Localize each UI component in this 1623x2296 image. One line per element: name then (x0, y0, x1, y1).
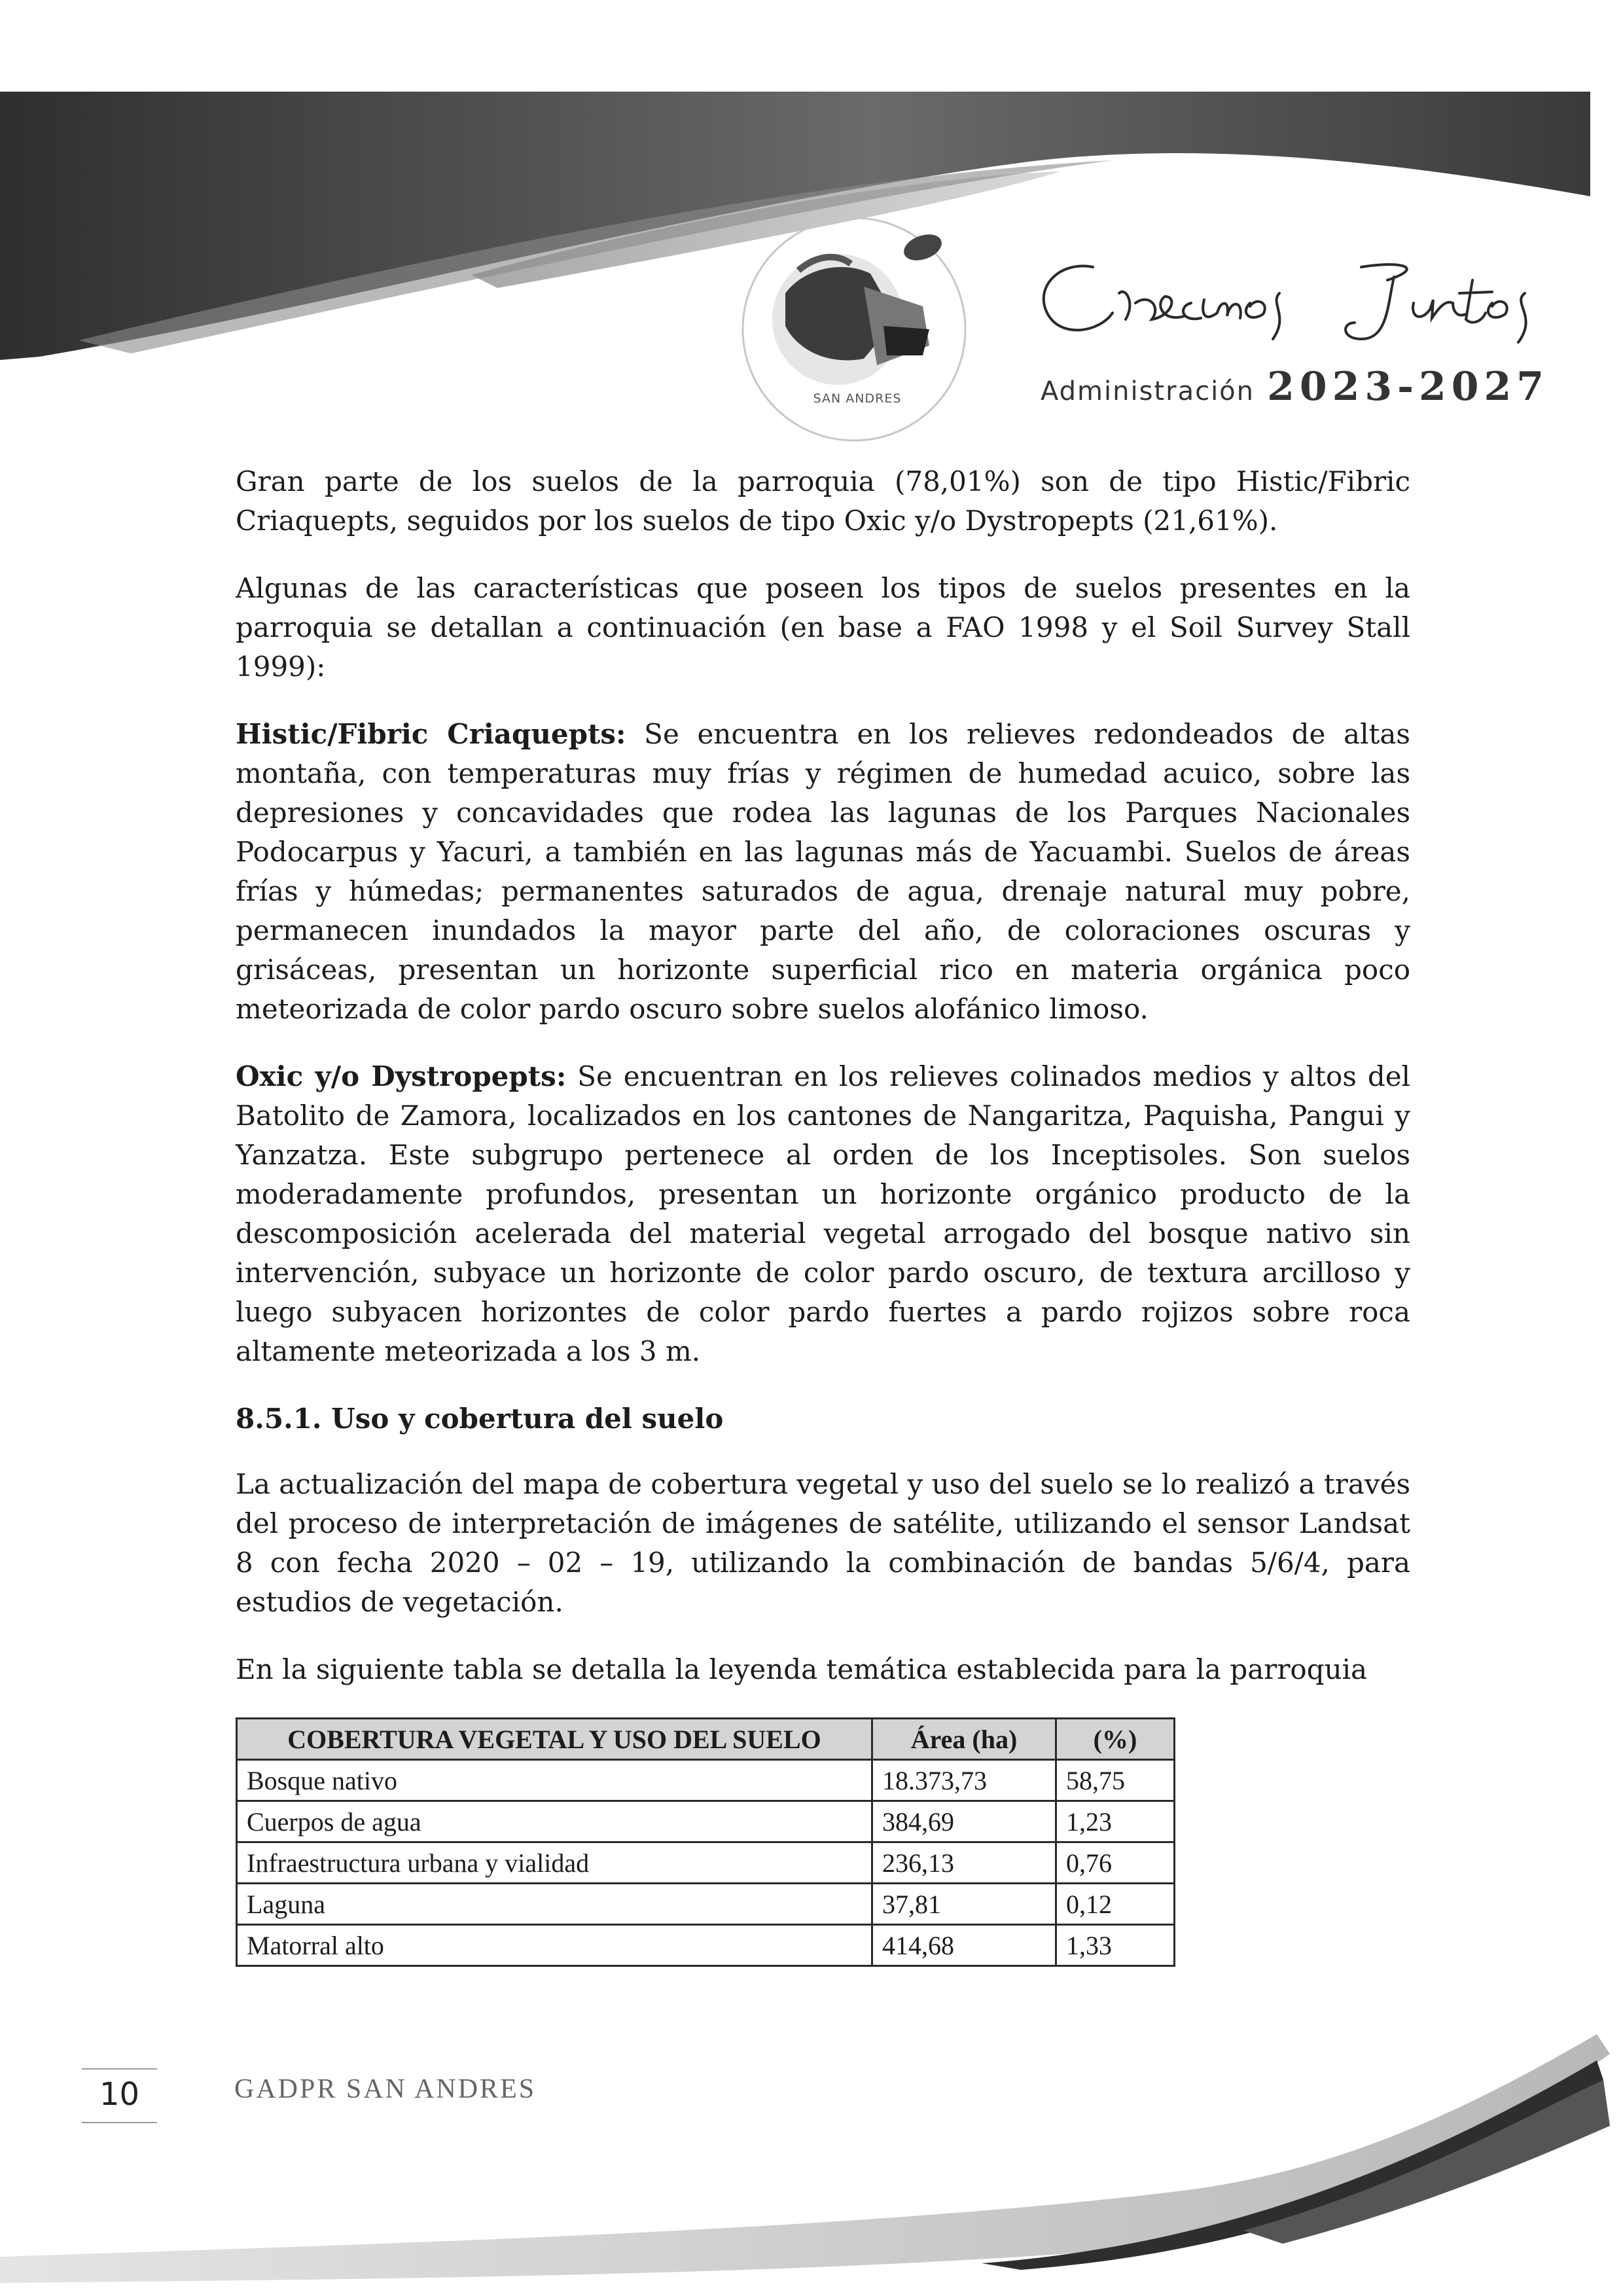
table-cell-coverage: Laguna (237, 1884, 872, 1925)
document-body (236, 462, 1410, 1967)
table-row (237, 1760, 1175, 1801)
term-histic-fibric: Histic/Fibric Criaquepts: (236, 718, 626, 750)
table-cell-percent: 0,76 (1056, 1842, 1175, 1884)
land-cover-table (236, 1717, 1175, 1967)
table-header-row (237, 1719, 1175, 1760)
paragraph-soil-intro: Algunas de las características que poseen los tipos de suelos presentes en la parroquia se detallan a continuación (en base a FAO 1998 y el Soil Survey Stall 1999): (236, 572, 1410, 683)
paragraph-oxic-dystropepts (236, 1057, 1410, 1371)
paragraph-table-intro: En la siguiente tabla se detalla la leyenda temática establecida para la parroquia (236, 1653, 1368, 1685)
term-oxic-dystropepts: Oxic y/o Dystropepts: (236, 1060, 567, 1092)
table-cell-area: 384,69 (872, 1801, 1056, 1842)
table-cell-percent: 0,12 (1056, 1884, 1175, 1925)
table-cell-coverage: Bosque nativo (237, 1760, 872, 1801)
table-cell-area: 37,81 (872, 1884, 1056, 1925)
page-number-top-rule (82, 2068, 157, 2070)
table-row (237, 1842, 1175, 1884)
table-cell-percent: 1,23 (1056, 1801, 1175, 1842)
table-cell-coverage: Cuerpos de agua (237, 1801, 872, 1842)
table-row (237, 1884, 1175, 1925)
page-number: 10 (99, 2076, 140, 2113)
footer-banner-graphic (0, 1956, 1623, 2296)
table-header-coverage: COBERTURA VEGETAL Y USO DEL SUELO (237, 1719, 872, 1760)
table-cell-area: 236,13 (872, 1842, 1056, 1884)
table-cell-coverage: Infraestructura urbana y vialidad (237, 1842, 872, 1884)
table-cell-coverage: Matorral alto (237, 1925, 872, 1966)
logo-caption: SAN ANDRES (813, 391, 902, 406)
table-cell-percent: 1,33 (1056, 1925, 1175, 1966)
table-row (237, 1801, 1175, 1842)
table-header-percent: (%) (1056, 1719, 1175, 1760)
table-cell-area: 414,68 (872, 1925, 1056, 1966)
table-header-area: Área (ha) (872, 1719, 1056, 1760)
administration-period (1041, 364, 1549, 410)
table-cell-area: 18.373,73 (872, 1760, 1056, 1801)
paragraph-land-cover-update: La actualización del mapa de cobertura vegetal y uso del suelo se lo realizó a través del proceso de interpretación de imágenes de satélite, utilizando el sensor Landsat 8 con fecha 2020 – 02 – 19, utilizando la combinación de bandas 5/6/4, para estudios de vegetación. (236, 1468, 1410, 1618)
administration-label: Administración (1041, 376, 1255, 406)
administration-years: 2023-2027 (1267, 364, 1549, 410)
parish-logo (733, 208, 975, 450)
paragraph-soil-summary: Gran parte de los suelos de la parroquia (78,01%) son de tipo Histic/Fibric Criaquepts, seguidos por los suelos de tipo Oxic y/o Dystropepts (21,61%). (236, 465, 1410, 537)
paragraph-histic-fibric-text: Se encuentra en los relieves redondeados de altas montaña, con temperaturas muy frías y régimen de humedad acuico, sobre las depresiones y concavidades que rodea las lagunas de los Parques Nacionales Podocarpus y Yacuri, a también en las lagunas más de Yacuambi. Suelos de áreas frías y húmedas; permanentes saturados de agua, drenaje natural muy pobre, permanecen inundados la mayor parte del año, de coloraciones oscuras y grisáceas, presentan un horizonte superficial rico en materia orgánica poco meteorizada de color pardo oscuro sobre suelos alofánico limoso. (236, 718, 1410, 1025)
table-cell-percent: 58,75 (1056, 1760, 1175, 1801)
section-heading: 8.5.1. Uso y cobertura del suelo (236, 1403, 724, 1435)
slogan-crecemos-juntos (1021, 241, 1571, 359)
footer-organization: GADPR SAN ANDRES (234, 2074, 537, 2104)
paragraph-histic-fibric (236, 715, 1410, 1029)
page-number-bottom-rule (82, 2122, 157, 2123)
paragraph-oxic-dystropepts-text: Se encuentran en los relieves colinados medios y altos del Batolito de Zamora, localizados en los cantones de Nangaritza, Paquisha, Pangui y Yanzatza. Este subgrupo pertenece al orden de los Inceptisoles. Son suelos moderadamente profundos, presentan un horizonte orgánico producto de la descomposición acelerada del material vegetal arrogado del bosque nativo sin intervención, subyace un horizonte de color pardo oscuro, de textura arcilloso y luego subyacen horizontes de color pardo fuertes a pardo rojizos sobre roca altamente meteorizada a los 3 m. (236, 1060, 1410, 1367)
